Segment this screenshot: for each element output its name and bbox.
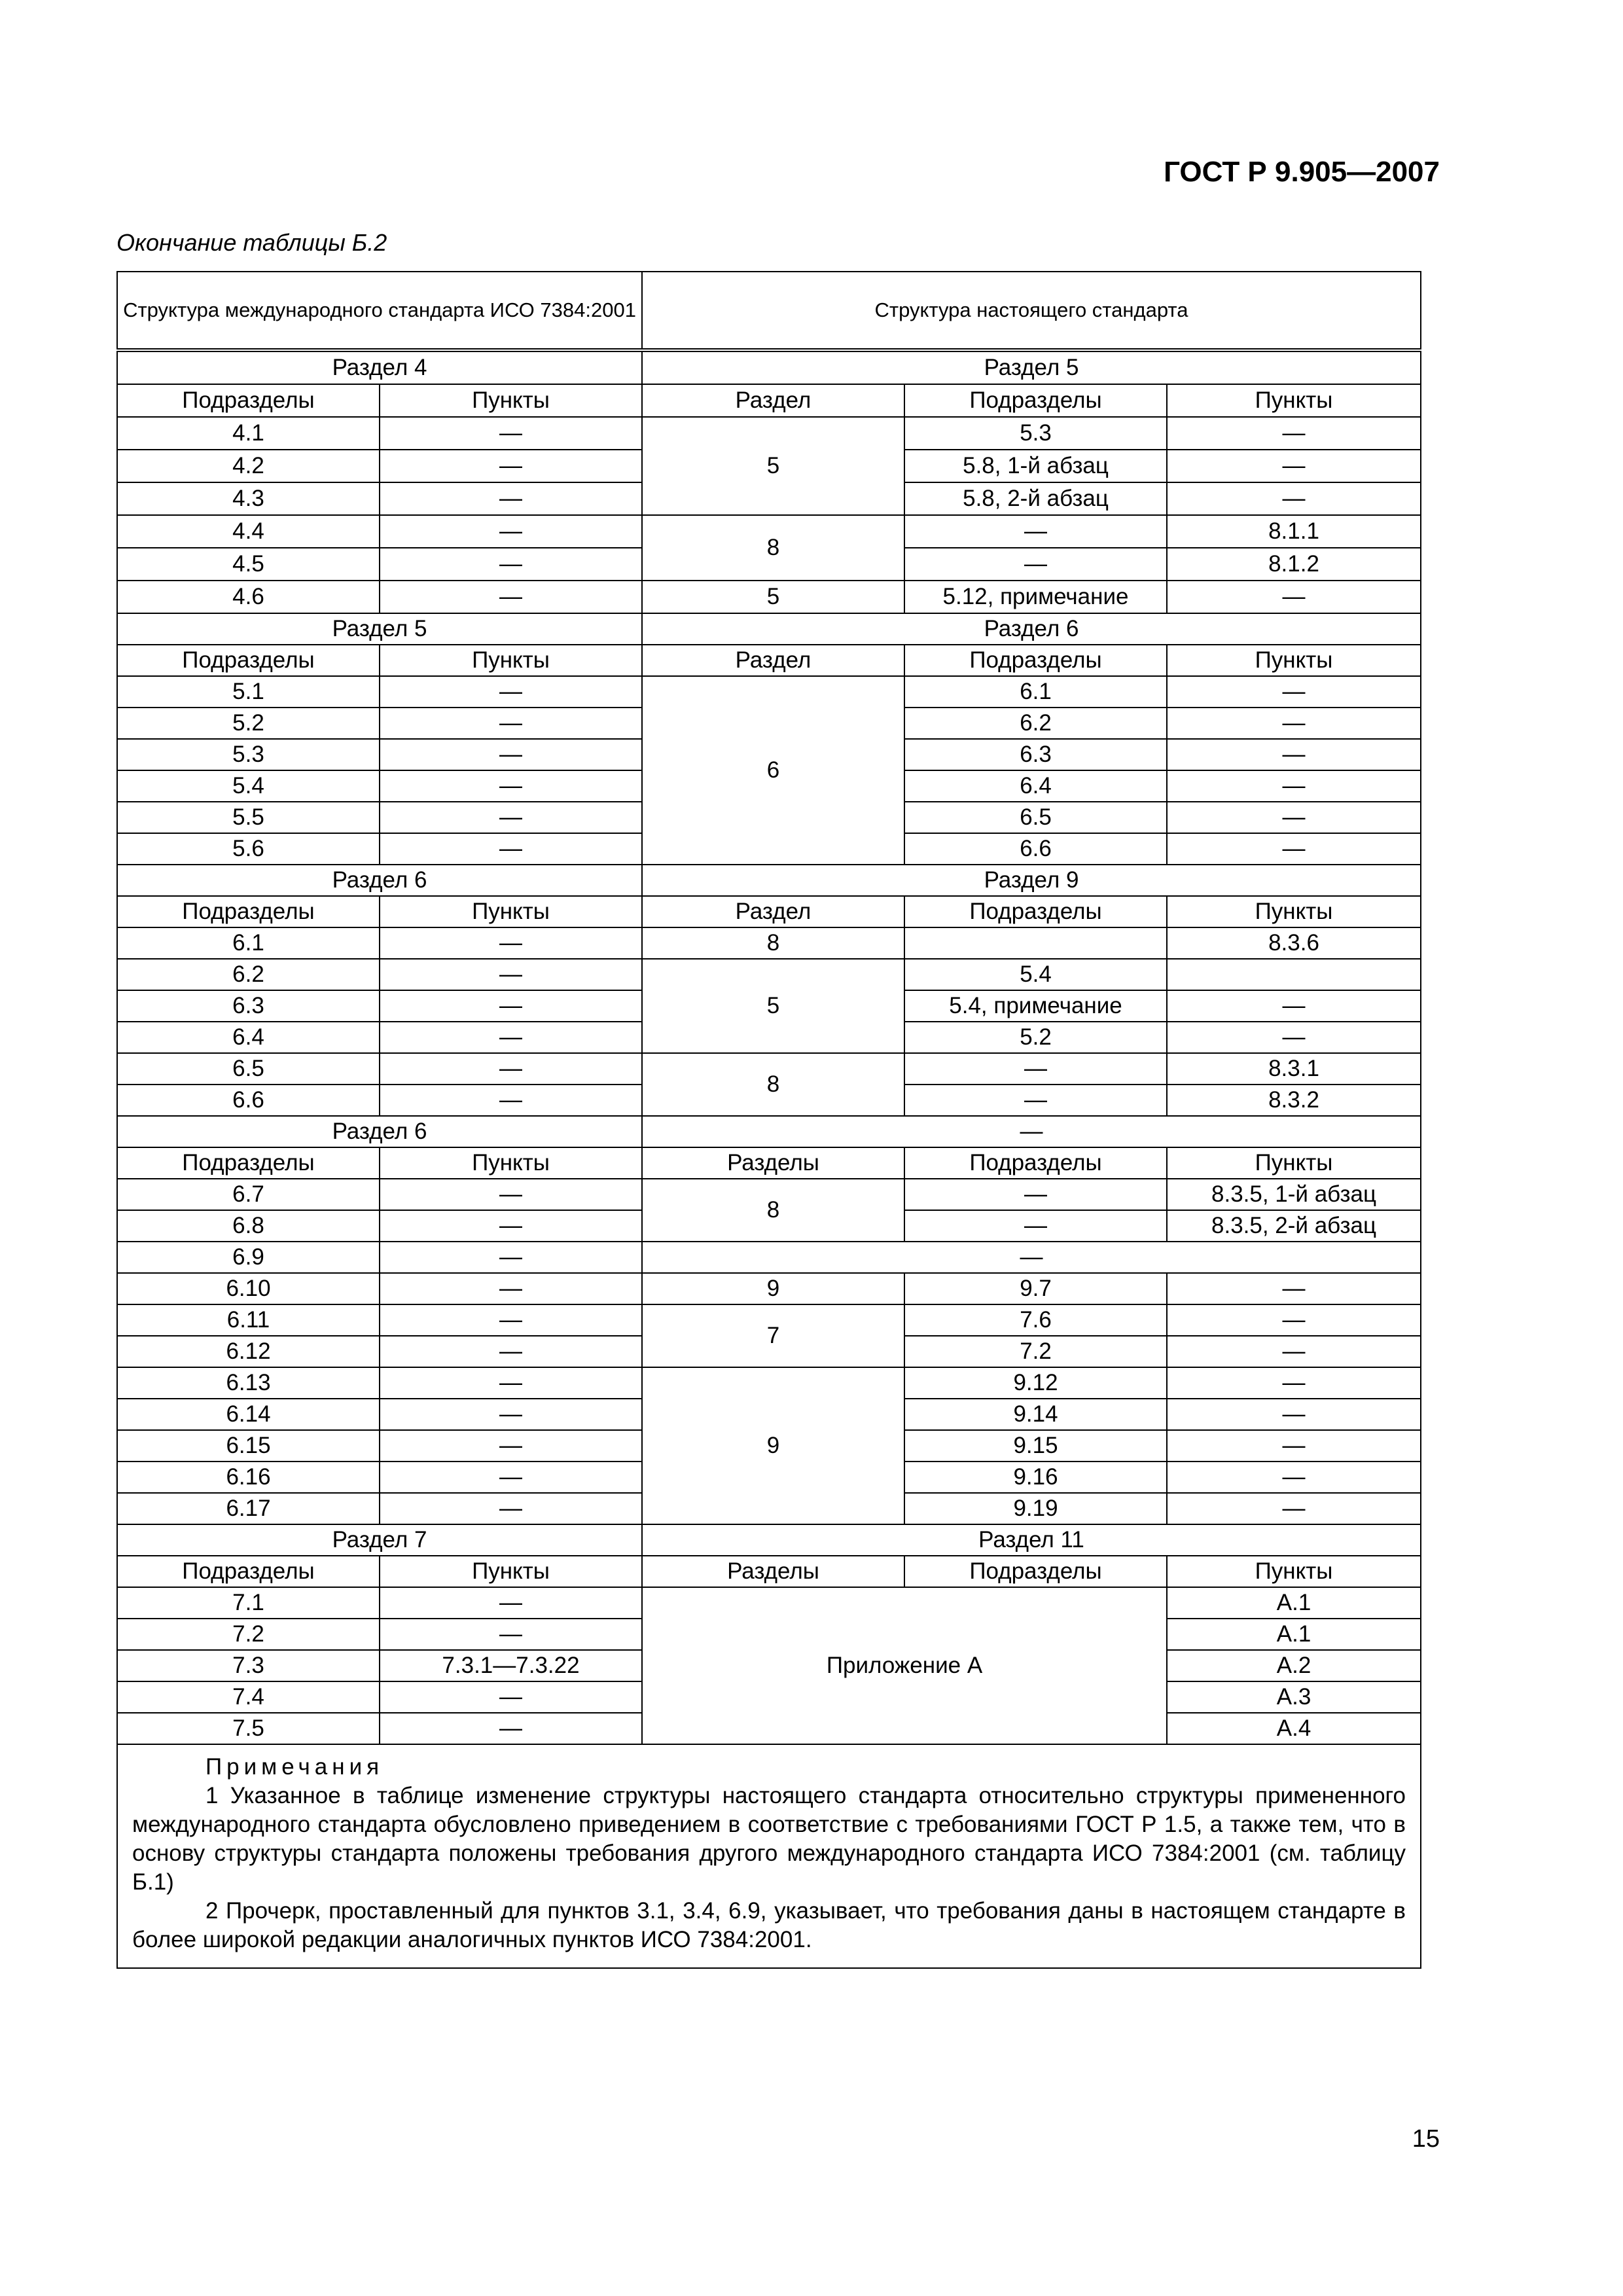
cell-right-point: — — [1167, 1273, 1421, 1304]
cell-point: — — [380, 927, 642, 959]
col-title-points: Пункты — [380, 1147, 642, 1179]
cell-right-point: — — [1167, 1367, 1421, 1399]
cell-subsection: 6.13 — [117, 1367, 380, 1399]
column-title-row — [117, 645, 1421, 676]
cell-subsection: 6.8 — [117, 1210, 380, 1242]
table-caption: Окончание таблицы Б.2 — [116, 229, 387, 256]
table-header-row — [117, 272, 1421, 350]
standard-designation: ГОСТ Р 9.905—2007 — [1164, 156, 1440, 188]
table-row — [117, 927, 1421, 959]
col-title-right-points: Пункты — [1167, 384, 1421, 417]
col-title-section: Разделы — [642, 1147, 904, 1179]
col-title-section: Разделы — [642, 1556, 904, 1587]
cell-right-subsection: 5.8, 2-й абзац — [904, 482, 1167, 515]
section-title-right: Раздел 9 — [642, 865, 1421, 896]
cell-right-subsection: 6.5 — [904, 802, 1167, 833]
cell-point: — — [380, 1713, 642, 1744]
section-title-row — [117, 865, 1421, 896]
section-title-row — [117, 1116, 1421, 1147]
cell-right-point: — — [1167, 990, 1421, 1022]
cell-subsection: 6.4 — [117, 1022, 380, 1053]
cell-subsection: 6.5 — [117, 1053, 380, 1085]
cell-right-point: — — [1167, 417, 1421, 450]
table-row — [117, 1179, 1421, 1210]
cell-point: — — [380, 1336, 642, 1367]
section-title-right: — — [642, 1116, 1421, 1147]
table-row — [117, 417, 1421, 450]
col-title-subsections: Подразделы — [117, 896, 380, 927]
cell-right-point: — — [1167, 1336, 1421, 1367]
cell-point: — — [380, 1399, 642, 1430]
col-title-points: Пункты — [380, 384, 642, 417]
cell-point: — — [380, 1619, 642, 1650]
table-row — [117, 1367, 1421, 1399]
cell-subsection: 6.15 — [117, 1430, 380, 1462]
cell-point: — — [380, 417, 642, 450]
cell-subsection: 6.12 — [117, 1336, 380, 1367]
cell-point: — — [380, 1242, 642, 1273]
cell-right-subsection: — — [904, 1210, 1167, 1242]
cell-subsection: 6.6 — [117, 1085, 380, 1116]
section-title-right: Раздел 5 — [642, 350, 1421, 384]
cell-section: 5 — [642, 959, 904, 1053]
cell-subsection: 6.9 — [117, 1242, 380, 1273]
table-row — [117, 1273, 1421, 1304]
cell-point: — — [380, 959, 642, 990]
col-title-points: Пункты — [380, 1556, 642, 1587]
cell-point: — — [380, 676, 642, 708]
cell-subsection: 6.1 — [117, 927, 380, 959]
cell-point: — — [380, 1053, 642, 1085]
cell-subsection: 6.14 — [117, 1399, 380, 1430]
table-row — [117, 515, 1421, 548]
cell-right-point: 8.3.5, 1-й абзац — [1167, 1179, 1421, 1210]
note-2: 2 Прочерк, проставленный для пунктов 3.1, 3.4, 6.9, указывает, что требования даны в настоящем стандарте в более широкой редакции аналогичных пунктов ИСО 7384:2001. — [132, 1898, 1406, 1952]
cell-right-point: А.2 — [1167, 1650, 1421, 1681]
cell-subsection: 7.2 — [117, 1619, 380, 1650]
cell-point: — — [380, 515, 642, 548]
cell-point: — — [380, 1210, 642, 1242]
cell-point: — — [380, 1462, 642, 1493]
cell-right-subsection: — — [904, 1085, 1167, 1116]
cell-right-point: — — [1167, 1304, 1421, 1336]
cell-subsection: 5.1 — [117, 676, 380, 708]
cell-subsection: 5.2 — [117, 708, 380, 739]
table-row — [117, 581, 1421, 613]
cell-subsection: 6.16 — [117, 1462, 380, 1493]
cell-right-subsection: 5.3 — [904, 417, 1167, 450]
cell-subsection: 6.7 — [117, 1179, 380, 1210]
cell-subsection: 4.5 — [117, 548, 380, 581]
cell-right-subsection: 9.7 — [904, 1273, 1167, 1304]
table-row — [117, 676, 1421, 708]
col-title-right-subsections: Подразделы — [904, 1556, 1167, 1587]
cell-point: — — [380, 1022, 642, 1053]
notes-title: Примечания — [205, 1754, 384, 1780]
cell-right-subsection: 9.15 — [904, 1430, 1167, 1462]
cell-point: — — [380, 1367, 642, 1399]
cell-right-point: — — [1167, 1430, 1421, 1462]
col-title-right-points: Пункты — [1167, 1556, 1421, 1587]
cell-point: — — [380, 450, 642, 482]
cell-right-point: — — [1167, 708, 1421, 739]
cell-right-subsection: 6.1 — [904, 676, 1167, 708]
cell-right-point: — — [1167, 482, 1421, 515]
cell-right-point: 8.3.6 — [1167, 927, 1421, 959]
col-title-section: Раздел — [642, 645, 904, 676]
cell-subsection: 4.6 — [117, 581, 380, 613]
cell-point: — — [380, 1430, 642, 1462]
section-title-left: Раздел 4 — [117, 350, 642, 384]
cell-section: 5 — [642, 417, 904, 515]
cell-right-subsection: 7.2 — [904, 1336, 1167, 1367]
cell-subsection: 6.10 — [117, 1273, 380, 1304]
cell-section: 6 — [642, 676, 904, 865]
cell-right-point: — — [1167, 450, 1421, 482]
cell-section: 8 — [642, 1179, 904, 1242]
col-title-right-subsections: Подразделы — [904, 645, 1167, 676]
column-title-row — [117, 384, 1421, 417]
section-title-left: Раздел 6 — [117, 865, 642, 896]
cell-right-subsection: 5.4, примечание — [904, 990, 1167, 1022]
note-1: 1 Указанное в таблице изменение структуры настоящего стандарта относительно структуры примененного международного стандарта обусловлено приведением в соответствие с требованиями ГОСТ Р 1.5, а также тем, что в основу структуры стандарта положены требования другого международного стандарта ИСО 7384:2001 (см. таблицу Б.1) — [132, 1783, 1406, 1895]
cell-right-point: 8.3.5, 2-й абзац — [1167, 1210, 1421, 1242]
table-row — [117, 1053, 1421, 1085]
cell-right-subsection: — — [904, 548, 1167, 581]
col-title-points: Пункты — [380, 645, 642, 676]
cell-right-point: А.1 — [1167, 1619, 1421, 1650]
cell-right-subsection: 6.4 — [904, 770, 1167, 802]
cell-point: — — [380, 833, 642, 865]
col-title-right-subsections: Подразделы — [904, 384, 1167, 417]
cell-right-point: — — [1167, 1022, 1421, 1053]
cell-subsection: 6.3 — [117, 990, 380, 1022]
cell-point: 7.3.1—7.3.22 — [380, 1650, 642, 1681]
cell-right-subsection: 6.6 — [904, 833, 1167, 865]
cell-subsection: 6.17 — [117, 1493, 380, 1524]
section-title-right: Раздел 11 — [642, 1524, 1421, 1556]
col-title-right-points: Пункты — [1167, 1147, 1421, 1179]
cell-right-subsection: — — [904, 515, 1167, 548]
cell-subsection: 7.1 — [117, 1587, 380, 1619]
section-title-left: Раздел 7 — [117, 1524, 642, 1556]
cell-subsection: 5.5 — [117, 802, 380, 833]
cell-point: — — [380, 1304, 642, 1336]
cell-right-subsection: 9.19 — [904, 1493, 1167, 1524]
cell-right-subsection — [904, 927, 1167, 959]
cell-right-subsection: 9.12 — [904, 1367, 1167, 1399]
cell-appendix: Приложение А — [642, 1587, 1167, 1744]
cell-point: — — [380, 1493, 642, 1524]
cell-point: — — [380, 1681, 642, 1713]
cell-subsection: 6.2 — [117, 959, 380, 990]
col-title-points: Пункты — [380, 896, 642, 927]
cell-right-point — [1167, 959, 1421, 990]
cell-merged-dash: — — [642, 1242, 1421, 1273]
cell-subsection: 7.3 — [117, 1650, 380, 1681]
cell-subsection: 4.2 — [117, 450, 380, 482]
cell-point: — — [380, 770, 642, 802]
column-title-row — [117, 896, 1421, 927]
cell-section: 8 — [642, 515, 904, 581]
column-title-row — [117, 1147, 1421, 1179]
cell-point: — — [380, 990, 642, 1022]
cell-point: — — [380, 1085, 642, 1116]
cell-subsection: 4.1 — [117, 417, 380, 450]
cell-subsection: 4.4 — [117, 515, 380, 548]
cell-right-point: А.3 — [1167, 1681, 1421, 1713]
cell-subsection: 6.11 — [117, 1304, 380, 1336]
cell-right-subsection: 6.2 — [904, 708, 1167, 739]
page-number: 15 — [1412, 2125, 1440, 2153]
section-title-right: Раздел 6 — [642, 613, 1421, 645]
notes-row — [117, 1744, 1421, 1968]
table-row — [117, 959, 1421, 990]
cell-right-subsection: 6.3 — [904, 739, 1167, 770]
cell-right-subsection: 9.14 — [904, 1399, 1167, 1430]
cell-right-subsection: 7.6 — [904, 1304, 1167, 1336]
cell-subsection: 5.6 — [117, 833, 380, 865]
col-title-right-subsections: Подразделы — [904, 896, 1167, 927]
col-title-subsections: Подразделы — [117, 1147, 380, 1179]
cell-section: 5 — [642, 581, 904, 613]
cell-right-point: 8.1.1 — [1167, 515, 1421, 548]
col-title-subsections: Подразделы — [117, 645, 380, 676]
cell-point: — — [380, 739, 642, 770]
cell-point: — — [380, 482, 642, 515]
col-title-right-points: Пункты — [1167, 645, 1421, 676]
col-title-section: Раздел — [642, 384, 904, 417]
cell-right-subsection: 5.12, примечание — [904, 581, 1167, 613]
cell-point: — — [380, 708, 642, 739]
notes-cell — [117, 1744, 1421, 1968]
table-row — [117, 1242, 1421, 1273]
cell-section: 9 — [642, 1367, 904, 1524]
cell-subsection: 5.3 — [117, 739, 380, 770]
cell-right-point: А.1 — [1167, 1587, 1421, 1619]
cell-right-point: — — [1167, 1399, 1421, 1430]
cell-right-point: — — [1167, 833, 1421, 865]
cell-right-point: — — [1167, 770, 1421, 802]
cell-point: — — [380, 548, 642, 581]
col-title-right-subsections: Подразделы — [904, 1147, 1167, 1179]
cell-right-subsection: 5.8, 1-й абзац — [904, 450, 1167, 482]
cell-subsection: 7.4 — [117, 1681, 380, 1713]
section-title-left: Раздел 5 — [117, 613, 642, 645]
col-title-subsections: Подразделы — [117, 1556, 380, 1587]
cell-section: 8 — [642, 1053, 904, 1116]
cell-section: 8 — [642, 927, 904, 959]
cell-subsection: 7.5 — [117, 1713, 380, 1744]
cell-right-subsection: — — [904, 1053, 1167, 1085]
cell-right-point: 8.3.1 — [1167, 1053, 1421, 1085]
cell-right-subsection: 9.16 — [904, 1462, 1167, 1493]
cell-point: — — [380, 1273, 642, 1304]
column-title-row — [117, 1556, 1421, 1587]
col-title-subsections: Подразделы — [117, 384, 380, 417]
cell-point: — — [380, 1179, 642, 1210]
cell-right-point: — — [1167, 739, 1421, 770]
section-title-row — [117, 350, 1421, 384]
cell-right-subsection: — — [904, 1179, 1167, 1210]
cell-section: 9 — [642, 1273, 904, 1304]
table-row — [117, 1304, 1421, 1336]
structure-comparison-table — [116, 271, 1420, 1969]
section-title-row — [117, 1524, 1421, 1556]
cell-right-point: — — [1167, 676, 1421, 708]
cell-right-subsection: 5.2 — [904, 1022, 1167, 1053]
cell-right-point: — — [1167, 1462, 1421, 1493]
cell-point: — — [380, 802, 642, 833]
section-title-left: Раздел 6 — [117, 1116, 642, 1147]
cell-right-point: 8.3.2 — [1167, 1085, 1421, 1116]
cell-point: — — [380, 1587, 642, 1619]
col-title-section: Раздел — [642, 896, 904, 927]
cell-right-point: — — [1167, 581, 1421, 613]
cell-point: — — [380, 581, 642, 613]
cell-right-subsection: 5.4 — [904, 959, 1167, 990]
cell-subsection: 5.4 — [117, 770, 380, 802]
cell-right-point: — — [1167, 1493, 1421, 1524]
cell-right-point: — — [1167, 802, 1421, 833]
cell-subsection: 4.3 — [117, 482, 380, 515]
cell-right-point: 8.1.2 — [1167, 548, 1421, 581]
cell-right-point: А.4 — [1167, 1713, 1421, 1744]
section-title-row — [117, 613, 1421, 645]
cell-section: 7 — [642, 1304, 904, 1367]
col-title-right-points: Пункты — [1167, 896, 1421, 927]
header-this-standard-structure: Структура настоящего стандарта — [642, 272, 1421, 350]
header-international-structure: Структура международного стандарта ИСО 7384:2001 — [117, 272, 642, 350]
table-row — [117, 1587, 1421, 1619]
